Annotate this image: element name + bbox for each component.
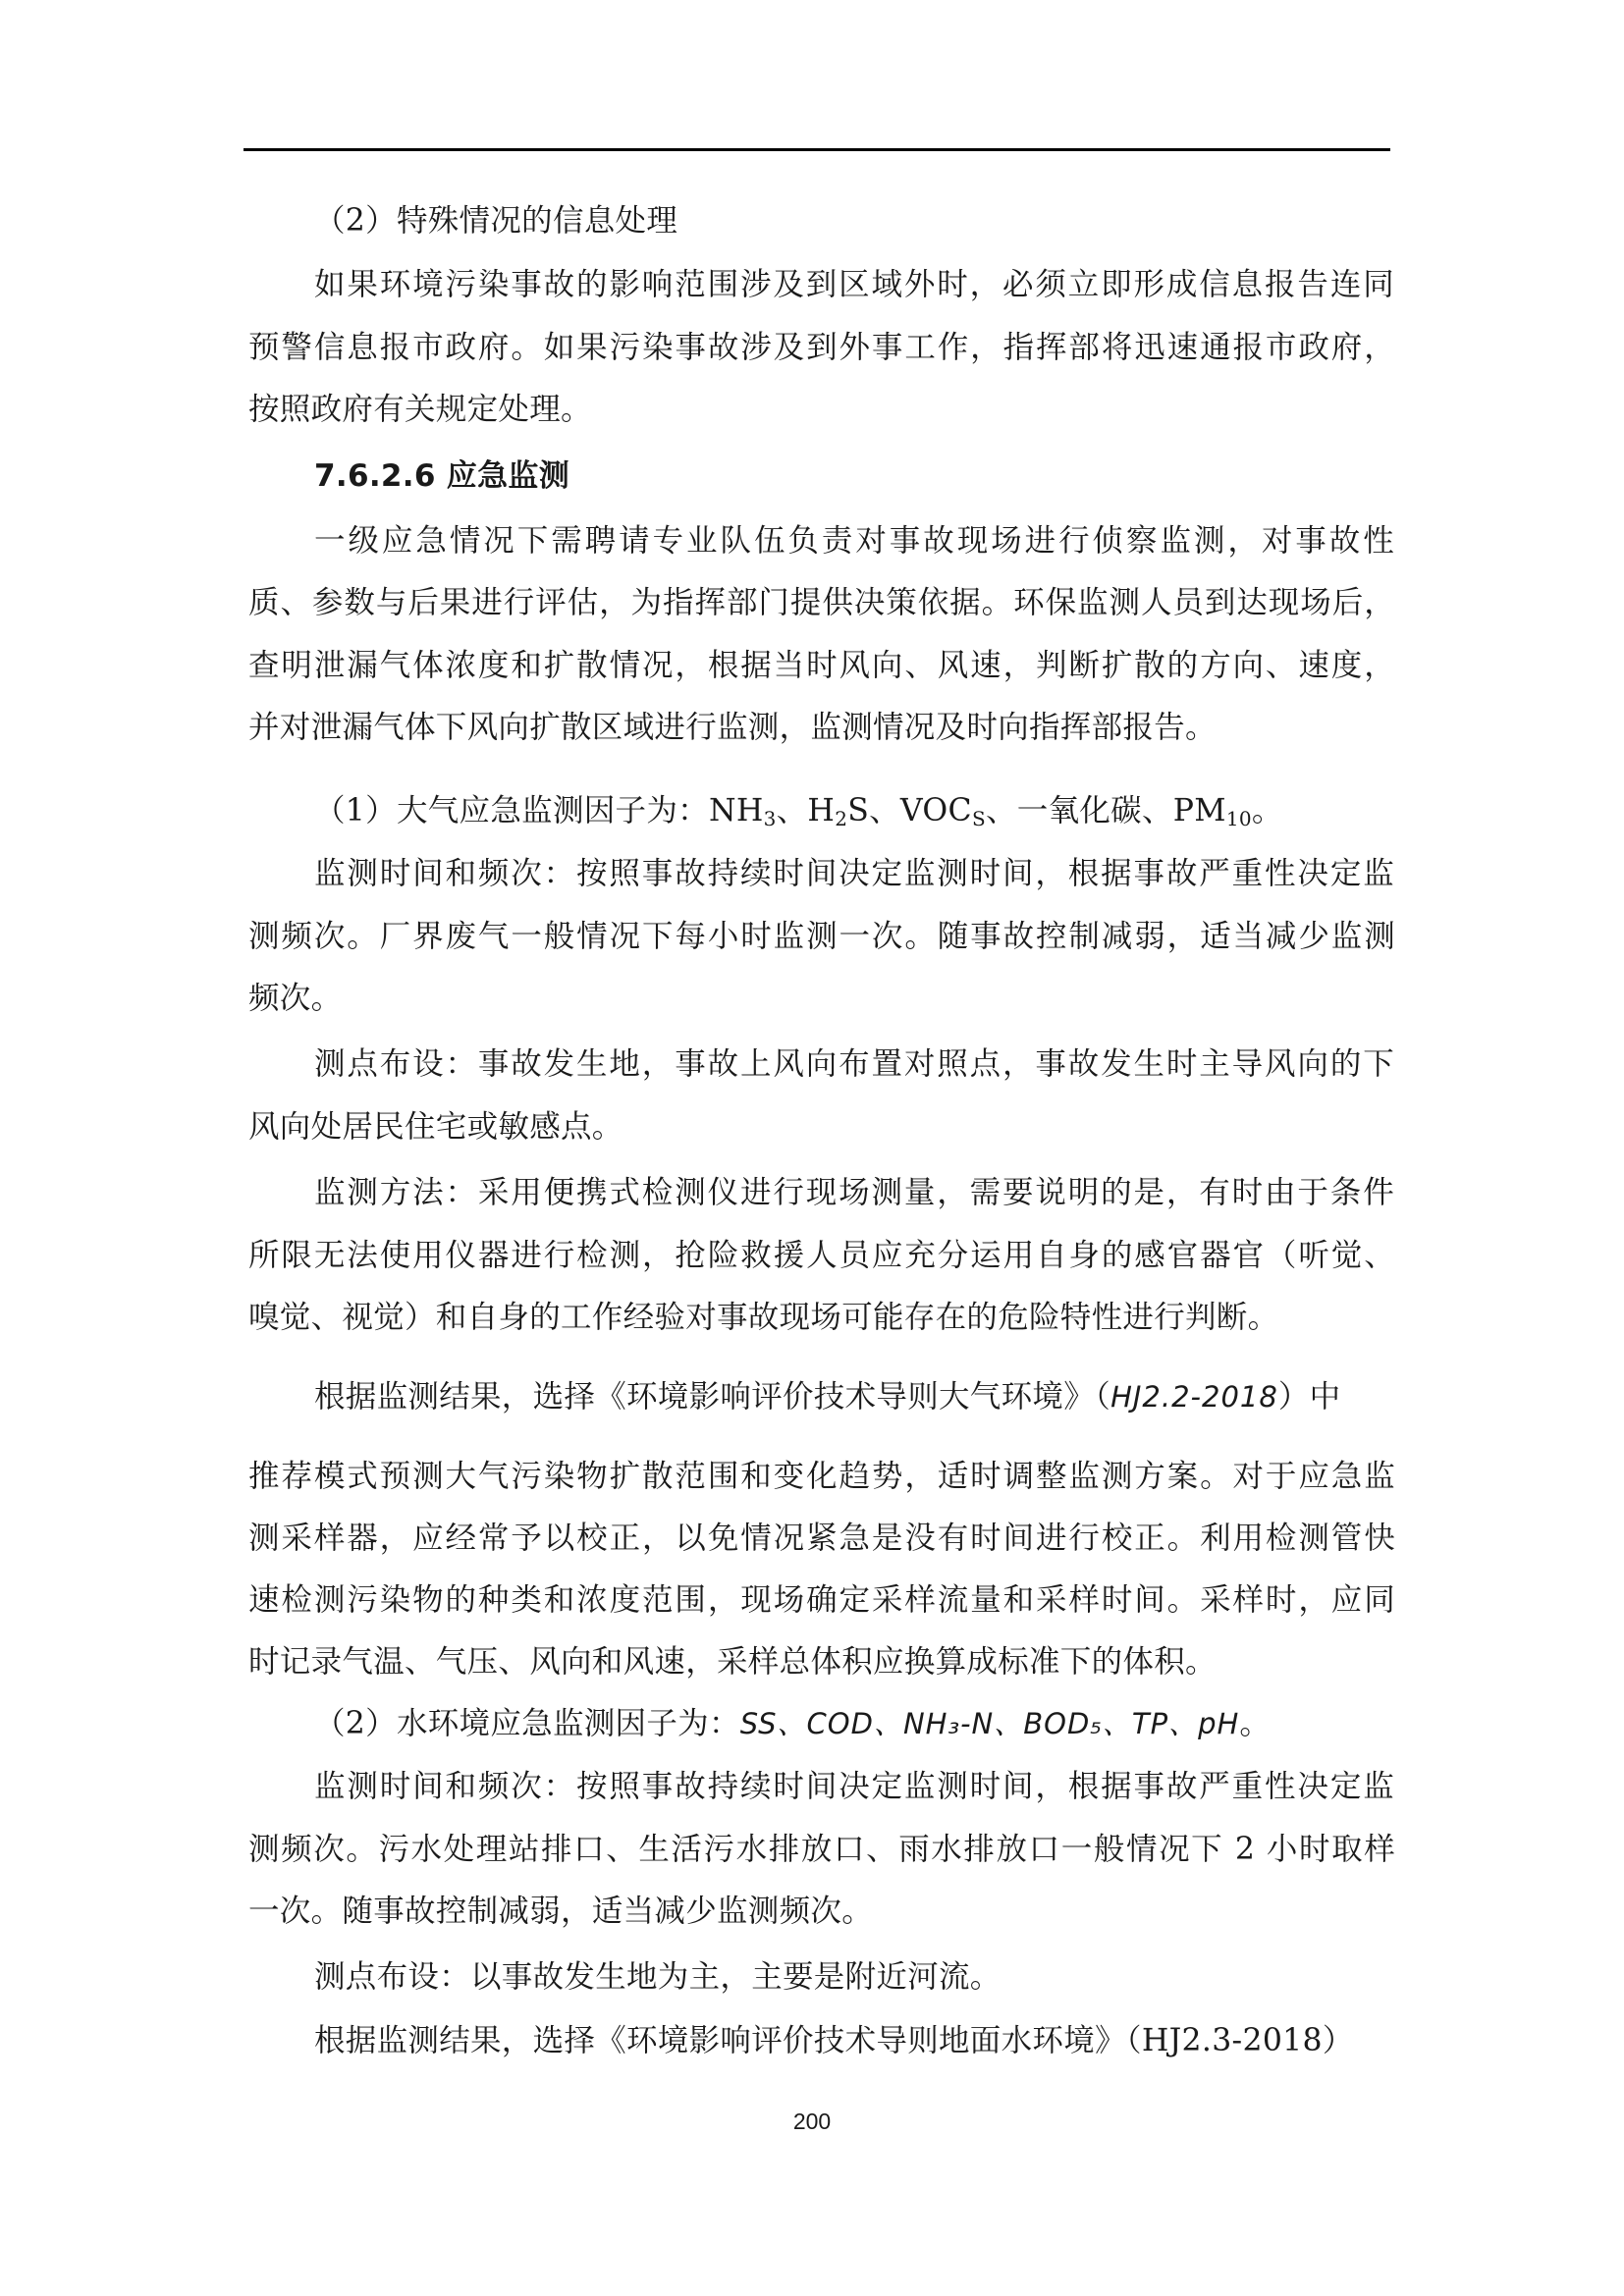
para6-line2: 推荐模式预测大气污染物扩散范围和变化趋势，适时调整监测方案。对于应急监 xyxy=(248,1459,1395,1494)
para1-line2: 预警信息报市政府。如果污染事故涉及到外事工作，指挥部将迅速通报市政府， xyxy=(248,330,1395,365)
para6-line1: 根据监测结果，选择《环境影响评价技术导则大气环境》（HJ2.2-2018）中 xyxy=(314,1379,1341,1415)
water-factors-line: （2）水环境应急监测因子为：SS、COD、NH₃-N、BOD₅、TP、pH。 xyxy=(314,1706,1272,1741)
para7-line2: 测频次。污水处理站排口、生活污水排放口、雨水排放口一般情况下 2 小时取样 xyxy=(248,1832,1395,1867)
para7-line3: 一次。随事故控制减弱，适当减少监测频次。 xyxy=(248,1894,874,1929)
para4-line2: 风向处居民住宅或敏感点。 xyxy=(248,1109,623,1145)
page-number: 200 xyxy=(792,2109,832,2134)
para2-line3: 查明泄漏气体浓度和扩散情况，根据当时风向、风速，判断扩散的方向、速度， xyxy=(248,648,1395,683)
subsection-title: （2）特殊情况的信息处理 xyxy=(314,203,678,239)
para6-line5: 时记录气温、气压、风向和风速，采样总体积应换算成标准下的体积。 xyxy=(248,1644,1217,1680)
para5-line2: 所限无法使用仪器进行检测，抢险救援人员应充分运用自身的感官器官（听觉、 xyxy=(248,1238,1395,1273)
para2-line2: 质、参数与后果进行评估，为指挥部门提供决策依据。环保监测人员到达现场后， xyxy=(248,585,1395,620)
para3-line2: 测频次。厂界废气一般情况下每小时监测一次。随事故控制减弱，适当减少监测 xyxy=(248,919,1395,954)
para3-line1: 监测时间和频次：按照事故持续时间决定监测时间，根据事故严重性决定监 xyxy=(314,856,1394,891)
para8-line1: 测点布设：以事故发生地为主，主要是附近河流。 xyxy=(314,1959,1001,1995)
para2-line4: 并对泄漏气体下风向扩散区域进行监测，监测情况及时向指挥部报告。 xyxy=(248,710,1217,745)
para5-line3: 嗅觉、视觉）和自身的工作经验对事故现场可能存在的危险特性进行判断。 xyxy=(248,1300,1279,1335)
para6-line4: 速检测污染物的种类和浓度范围，现场确定采样流量和采样时间。采样时，应同 xyxy=(248,1582,1395,1618)
air-factors-line: （1）大气应急监测因子为：$NH_3$、$H_2S$、$VOC_S$、一氧化碳、$PM_{10}$。 xyxy=(314,793,1283,830)
section-heading: 7.6.2.6 应急监测 xyxy=(314,458,570,494)
para3-line3: 频次。 xyxy=(248,981,343,1016)
para2-line1: 一级应急情况下需聘请专业队伍负责对事故现场进行侦察监测，对事故性 xyxy=(314,523,1394,559)
para6-line3: 测采样器，应经常予以校正，以免情况紧急是没有时间进行校正。利用检测管快 xyxy=(248,1521,1395,1556)
para5-line1: 监测方法：采用便携式检测仪进行现场测量，需要说明的是，有时由于条件 xyxy=(314,1175,1394,1210)
para7-line1: 监测时间和频次：按照事故持续时间决定监测时间，根据事故严重性决定监 xyxy=(314,1769,1394,1804)
para4-line1: 测点布设：事故发生地，事故上风向布置对照点，事故发生时主导风向的下 xyxy=(314,1046,1394,1082)
para9-line1: 根据监测结果，选择《环境影响评价技术导则地面水环境》（HJ2.3-2018） xyxy=(314,2023,1354,2058)
para1-line1: 如果环境污染事故的影响范围涉及到区域外时，必须立即形成信息报告连同 xyxy=(314,267,1394,302)
header-rule xyxy=(244,148,1390,151)
para1-line3: 按照政府有关规定处理。 xyxy=(248,392,592,427)
